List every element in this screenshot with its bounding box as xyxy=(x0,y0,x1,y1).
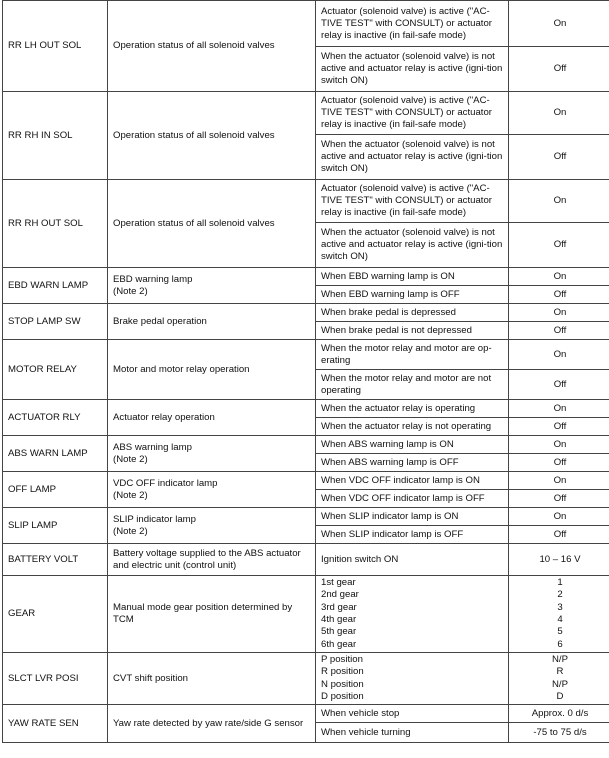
table-row xyxy=(3,340,609,370)
display-item-cell: Motor and motor relay operation xyxy=(108,340,316,400)
condition-cell: When brake pedal is not depressed xyxy=(316,322,509,340)
value-cell: On xyxy=(509,508,609,526)
value-cell: Off xyxy=(509,454,609,472)
condition-cell: Actuator (solenoid valve) is active ("AC-TIVE TEST" with CONSULT) or actuator relay is inactive (in fail-safe mode) xyxy=(316,1,509,47)
monitor-item-cell: GEAR xyxy=(3,576,108,653)
monitor-item-cell: SLIP LAMP xyxy=(3,508,108,544)
value-cell: On xyxy=(509,472,609,490)
condition-cell: When the motor relay and motor are not operating xyxy=(316,370,509,400)
condition-line: 1st gear xyxy=(321,576,356,588)
condition-line: 4th gear xyxy=(321,614,357,625)
display-item-cell: Operation status of all solenoid valves xyxy=(108,180,316,268)
table-row xyxy=(3,576,609,653)
value-cell: On xyxy=(509,340,609,370)
table-row xyxy=(3,705,609,723)
display-item-cell: Battery voltage supplied to the ABS actuator and electric unit (control unit) xyxy=(108,544,316,576)
value-line: D xyxy=(556,690,564,702)
monitor-item-cell: STOP LAMP SW xyxy=(3,304,108,340)
value-line: 1 xyxy=(557,576,563,588)
display-item-cell: CVT shift position xyxy=(108,653,316,705)
table-body xyxy=(3,1,609,743)
condition-cell: When brake pedal is depressed xyxy=(316,304,509,322)
table-row xyxy=(3,436,609,454)
monitor-item-cell: RR RH IN SOL xyxy=(3,92,108,180)
value-line: 2 xyxy=(557,589,563,601)
display-item-cell: Manual mode gear position determined by TCM xyxy=(108,576,316,653)
monitor-item-cell: ABS WARN LAMP xyxy=(3,436,108,472)
condition-cell: When the actuator (solenoid valve) is not active and actuator relay is active (igni-tion switch ON) xyxy=(316,135,509,180)
table-row xyxy=(3,268,609,286)
condition-cell: When the actuator relay is not operating xyxy=(316,418,509,436)
condition-line: 6th gear xyxy=(321,638,357,650)
condition-cell: Actuator (solenoid valve) is active ("AC-TIVE TEST" with CONSULT) or actuator relay is inactive (in fail-safe mode) xyxy=(316,180,509,223)
condition-cell: When EBD warning lamp is ON xyxy=(316,268,509,286)
value-cell: 10 – 16 V xyxy=(509,544,609,576)
table-row xyxy=(3,400,609,418)
condition-cell: When VDC OFF indicator lamp is OFF xyxy=(316,490,509,508)
table-row xyxy=(3,472,609,490)
value-cell: On xyxy=(509,1,609,47)
value-cell: Off xyxy=(509,370,609,400)
value-line: 3 xyxy=(557,601,563,613)
value-cell: On xyxy=(509,268,609,286)
condition-line: P position xyxy=(321,653,363,665)
condition-line: 5th gear xyxy=(321,626,357,638)
table-row xyxy=(3,544,609,576)
value-cell: On xyxy=(509,180,609,223)
display-item-cell: Operation status of all solenoid valves xyxy=(108,92,316,180)
condition-cell: When ABS warning lamp is OFF xyxy=(316,454,509,472)
consult-data-monitor-table xyxy=(2,0,609,743)
value-cell: Off xyxy=(509,526,609,544)
condition-cell: Ignition switch ON xyxy=(316,544,509,576)
display-item-cell: Yaw rate detected by yaw rate/side G sensor xyxy=(108,705,316,743)
value-cell: Off xyxy=(509,135,609,180)
value-cell: Off xyxy=(509,223,609,268)
condition-cell xyxy=(316,653,509,705)
condition-cell: When the motor relay and motor are op-erating xyxy=(316,340,509,370)
table-row xyxy=(3,508,609,526)
value-cell: On xyxy=(509,92,609,135)
value-cell: On xyxy=(509,436,609,454)
monitor-item-cell: ACTUATOR RLY xyxy=(3,400,108,436)
value-line: N/P xyxy=(552,653,568,665)
condition-cell: When the actuator relay is operating xyxy=(316,400,509,418)
monitor-item-cell: EBD WARN LAMP xyxy=(3,268,108,304)
value-cell: -75 to 75 d/s xyxy=(509,723,609,743)
condition-cell: When SLIP indicator lamp is OFF xyxy=(316,526,509,544)
value-line: 5 xyxy=(557,626,563,638)
condition-cell: When vehicle turning xyxy=(316,723,509,743)
condition-cell: When VDC OFF indicator lamp is ON xyxy=(316,472,509,490)
condition-line: N position xyxy=(321,678,364,690)
condition-line: 2nd gear xyxy=(321,589,359,601)
condition-line: R position xyxy=(321,666,364,678)
value-cell: Approx. 0 d/s xyxy=(509,705,609,723)
condition-cell: When the actuator (solenoid valve) is not active and actuator relay is active (igni-tion switch ON) xyxy=(316,47,509,92)
monitor-item-cell: SLCT LVR POSI xyxy=(3,653,108,705)
display-item-cell: Operation status of all solenoid valves xyxy=(108,1,316,92)
condition-cell: Actuator (solenoid valve) is active ("AC-TIVE TEST" with CONSULT) or actuator relay is inactive (in fail-safe mode) xyxy=(316,92,509,135)
value-cell: Off xyxy=(509,418,609,436)
display-item-cell: VDC OFF indicator lamp (Note 2) xyxy=(108,472,316,508)
value-line: 6 xyxy=(557,638,563,650)
value-cell xyxy=(509,653,609,705)
table-row xyxy=(3,304,609,322)
value-line: N/P xyxy=(552,678,568,690)
value-cell: Off xyxy=(509,286,609,304)
condition-line: D position xyxy=(321,690,364,702)
display-item-cell: SLIP indicator lamp (Note 2) xyxy=(108,508,316,544)
value-cell: Off xyxy=(509,490,609,508)
value-cell xyxy=(509,576,609,653)
table-row xyxy=(3,653,609,705)
monitor-item-cell: OFF LAMP xyxy=(3,472,108,508)
monitor-item-cell: RR RH OUT SOL xyxy=(3,180,108,268)
condition-cell: When ABS warning lamp is ON xyxy=(316,436,509,454)
value-line: R xyxy=(556,666,564,678)
monitor-item-cell: RR LH OUT SOL xyxy=(3,1,108,92)
display-item-cell: Brake pedal operation xyxy=(108,304,316,340)
condition-cell: When SLIP indicator lamp is ON xyxy=(316,508,509,526)
table-row xyxy=(3,1,609,47)
monitor-item-cell: YAW RATE SEN xyxy=(3,705,108,743)
monitor-item-cell: MOTOR RELAY xyxy=(3,340,108,400)
value-line: 4 xyxy=(557,614,563,625)
display-item-cell: ABS warning lamp (Note 2) xyxy=(108,436,316,472)
value-cell: Off xyxy=(509,47,609,92)
condition-cell: When vehicle stop xyxy=(316,705,509,723)
table-row xyxy=(3,92,609,135)
value-cell: On xyxy=(509,304,609,322)
condition-cell xyxy=(316,576,509,653)
monitor-item-cell: BATTERY VOLT xyxy=(3,544,108,576)
display-item-cell: Actuator relay operation xyxy=(108,400,316,436)
value-cell: Off xyxy=(509,322,609,340)
display-item-cell: EBD warning lamp (Note 2) xyxy=(108,268,316,304)
value-cell: On xyxy=(509,400,609,418)
condition-line: 3rd gear xyxy=(321,601,357,613)
condition-cell: When the actuator (solenoid valve) is not active and actuator relay is active (igni-tion switch ON) xyxy=(316,223,509,268)
condition-cell: When EBD warning lamp is OFF xyxy=(316,286,509,304)
table-row xyxy=(3,180,609,223)
